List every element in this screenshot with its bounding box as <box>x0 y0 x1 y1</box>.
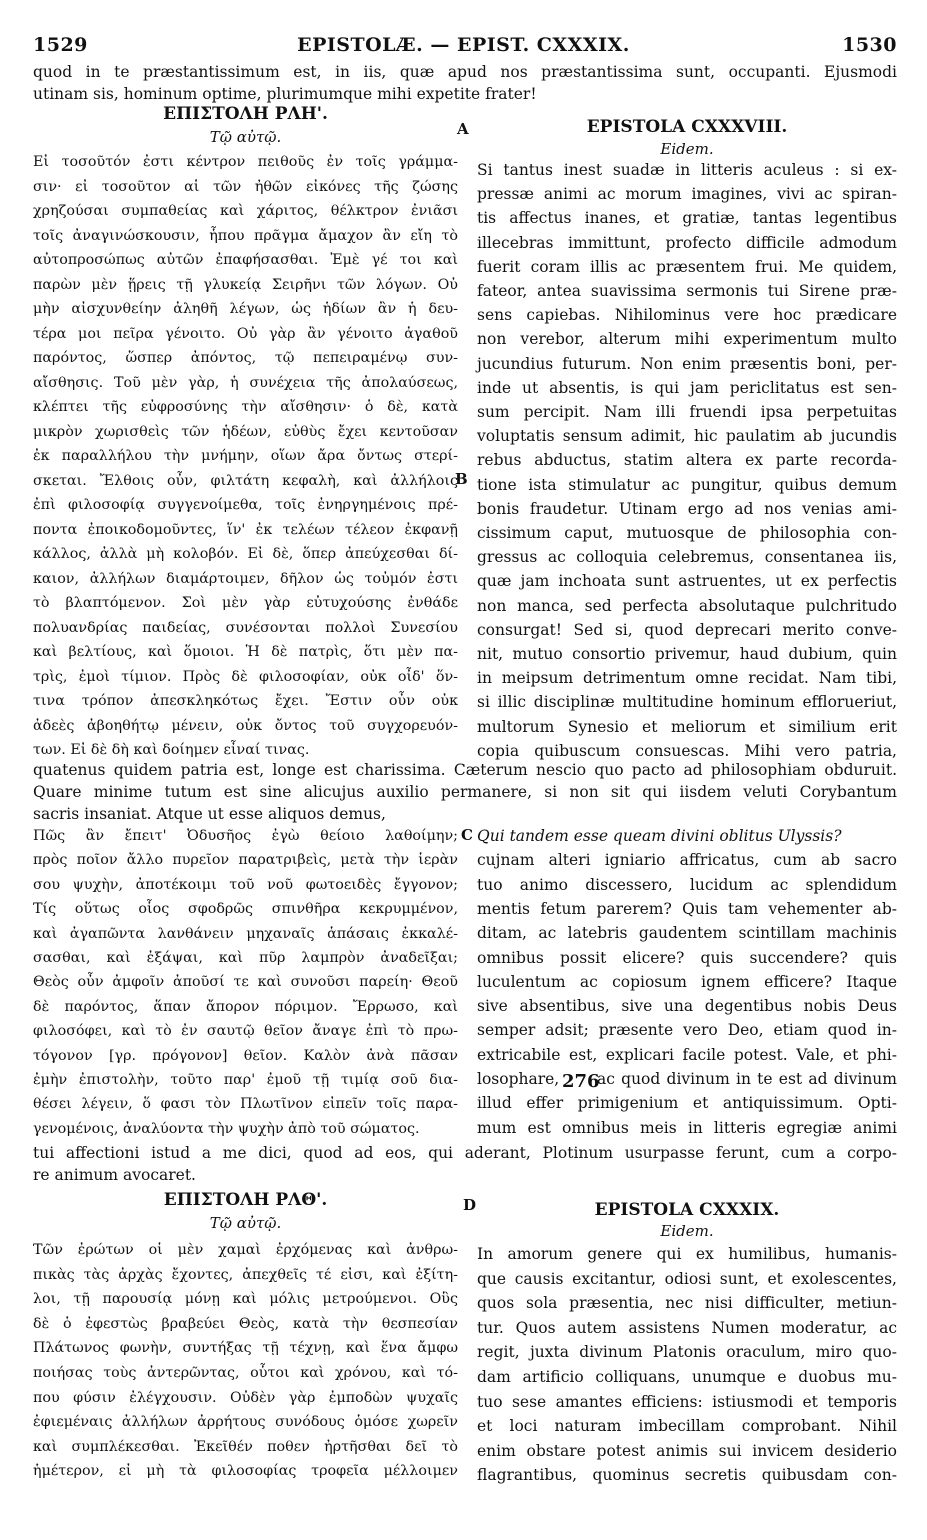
greek-line: κλέπτει τῆς εὐφροσύνης τὴν αἴσθησιν· ὁ δὲ, κατὰ <box>33 399 458 415</box>
greek-line: καιον, ἀλλήλων διαμάρτοιμεν, δῆλον ὡς τοὐμόν ἐστι <box>33 570 458 587</box>
latin-subtitle-139: Eidem. <box>660 1222 714 1240</box>
intro-line: quod in te præstantissimum est, in iis, quæ apud nos præstantissima sunt, occupanti. Ejusmodi <box>33 63 897 81</box>
latin-line: rebus abductus, statim altera ex parte recorda- <box>477 451 897 470</box>
running-title: EPISTOLÆ. — EPIST. CXXXIX. <box>297 34 630 56</box>
latin-line: pressæ animi ac morum imagines, vivi ac spiran- <box>477 185 897 204</box>
greek-line: μὴν αἰσχυνθείην ἀληθῆ λέγων, ὡς ἡδίων ἂν ἡ δευ- <box>33 301 458 317</box>
greek-line: ἐφιεμέναις ἀλλήλων ἀρρήτους συνόδους ὁμόσε χωρεῖν <box>33 1414 458 1431</box>
margin-letter-c: C <box>461 826 473 844</box>
greek-line: ἡμέτερον, εἰ μὴ τὰ φιλοσοφίας τροφεῖα μέλλοιμεν <box>33 1463 458 1480</box>
greek-line: σιν· εἰ τοσοῦτον αἱ τῶν ἠθῶν εἰκόνες τῆς ζώσης <box>33 178 458 195</box>
latin-line: mentis fetum parerem? Quis tam vehementer ab- <box>477 899 897 918</box>
greek-line: ποντα ἐποικοδομοῦντες, ἵν' ἐκ τελέων τέλεον ἐκφανῇ <box>33 521 458 538</box>
greek-subtitle-139: Τῷ αὐτῷ. <box>209 1214 282 1232</box>
latin-line: illecebras immittunt, profecto difficile admodum <box>477 233 897 252</box>
greek-line: αἴσθησις. Τοῦ μὲν γὰρ, ἡ συνέχεια τῆς ἀπολαύσεως, <box>33 374 458 391</box>
full-line: Quare minime tutum est sine alicujus auxilio permanere, si non sit qui iisdem veluti Corybantum <box>33 783 897 801</box>
greek-line: τινα τρόπον ἀπεσκληκότως ἔχει. Ἔστιν οὖν οὐκ <box>33 693 458 709</box>
greek-line: τὸ βλαπτόμενον. Σοὶ μὲν γὰρ εὐτυχούσης ἐνθάδε <box>33 595 458 611</box>
greek-line: ἀδεὲς ἀβοηθήτῳ μένειν, οὐκ ὄντος τοῦ συγχορευόν- <box>33 717 458 734</box>
latin-title-139: EPISTOLA CXXXIX. <box>594 1200 780 1220</box>
greek-line: λοι, τῇ παρουσίᾳ μόνῃ καὶ μόλις μετρούμενοι. Οὓς <box>33 1291 458 1308</box>
greek-line: δὲ παρόντος, ἅπαν ἄπορον πόριμον. Ἔρρωσο, καὶ <box>33 998 458 1015</box>
latin-line: cissimum caput, mutuosque de philosophia con- <box>477 524 897 542</box>
greek-line: γενομένοις, ἀναλύοντα τὴν ψυχὴν ἀπὸ τοῦ σώματος. <box>33 1120 420 1137</box>
latin-line: tione ista stimulatur ac pungitur, quibus demum <box>477 475 897 494</box>
latin-subtitle-138: Eidem. <box>660 140 714 158</box>
greek-line: θέσει λέγειν, ὅ φασι τὸν Πλωτῖνον εἰπεῖν τοῖς παρα- <box>33 1096 458 1113</box>
latin-line: sum percipit. Nam illi fruendi ipsa perpetuitas <box>477 403 897 421</box>
greek-line: Θεὸς οὖν ἀμφοῖν ἀποῦσί τε καὶ συνοῦσι παρείη· Θεοῦ <box>33 974 458 991</box>
left-column-number: 1529 <box>33 34 88 56</box>
full-line: re animum avocaret. <box>33 1166 196 1184</box>
margin-letter-b: B <box>455 470 468 488</box>
latin-line: mum est omnibus meis in litteris egregiæ animi <box>477 1118 897 1137</box>
latin-line: enim obstare potest animis sui invicem desiderio <box>477 1441 897 1460</box>
greek-line: που φύσιν ἐλέγχουσιν. Οὐδὲν γὰρ ἐμποδὼν ψυχαῖς <box>33 1389 458 1406</box>
latin-line: sive absentibus, sive una degentibus nobis Deus <box>477 997 897 1016</box>
greek-line: των. Εἰ δὲ δὴ καὶ δοίημεν εἶναί τινας. <box>33 742 310 758</box>
greek-line: καὶ βελτίους, καὶ ὅμοιοι. Ἡ δὲ πατρὶς, ὅτι μὲν πα- <box>33 644 458 660</box>
greek-line: καὶ συμπλέκεσθαι. Ἐκεῖθέν ποθεν ἠρτῆσθαι δεῖ τὸ <box>33 1438 458 1455</box>
latin-line: si illic disciplinæ multitudine hominum efflorueriut, <box>477 693 897 712</box>
greek-line: αὐτοπροσώπως αὐτῶν ἐπαφήσασθαι. Ἐμὲ γέ τοι καὶ <box>33 252 458 268</box>
latin-line: et loci naturam imbecillam comprobant. Nihil <box>477 1417 897 1436</box>
latin-line: extricabile est, explicari facile potest. Vale, et phi- <box>477 1045 897 1064</box>
greek-subtitle-138: Τῷ αὐτῷ. <box>209 128 282 146</box>
margin-letter-a: A <box>457 120 469 138</box>
latin-line: Qui tandem esse queam divini oblitus Ulyssis? <box>477 827 842 845</box>
latin-line: Si tantus inest suadæ in litteris aculeus : si ex- <box>477 161 897 179</box>
greek-line: κάλλος, ἀλλὰ μὴ κολοβόν. Εἰ δὲ, ὅπερ ἀπεύχεσθαι δί- <box>33 546 458 562</box>
greek-line: ποιήσας τοὺς ἀντερῶντας, οὗτοι καὶ χρόνου, καὶ τό- <box>33 1365 458 1381</box>
latin-line: non manca, sed perfecta absolutaque pulchritudo <box>477 596 897 615</box>
greek-line: σου ψυχὴν, ἀποτέκοιμι τοῦ νοῦ φωτοειδὲς ἔγγονον; <box>33 876 458 893</box>
latin-line: tis affectus inanes, et gratiæ, tantas legentibus <box>477 209 897 228</box>
latin-line: quæ jam inchoata sunt astruentes, ut ex perfectis <box>477 572 897 591</box>
latin-line: multorum Synesio et meliorum et similium erit <box>477 717 897 736</box>
greek-line: χρηζούσαι συμπαθείας καὶ χάριτος, θέλκτρον ἐνιᾶσι <box>33 203 458 219</box>
latin-line: cujnam alteri igniario affricatus, cum ab sacro <box>477 851 897 870</box>
latin-line: copia quibuscum consuescas. Mihi vero patria, <box>477 741 897 760</box>
latin-line: dam artificio colliquans, unumque e duobus mu- <box>477 1368 897 1386</box>
page-number: 276 <box>562 1071 600 1092</box>
latin-line: tur. Quos autem assistens Numen moderatur, ac <box>477 1318 897 1337</box>
latin-line: fuerit coram illis ac præsentem frui. Me quidem, <box>477 257 897 276</box>
greek-line: μικρὸν χωρισθεὶς τῶν ἡδέων, εὐθὺς ἔχει κεντοῦσαν <box>33 423 458 440</box>
latin-line: que causis excitantur, odiosi sunt, et exolescentes, <box>477 1269 897 1288</box>
greek-line: πικὰς τὰς ἀρχὰς ἔχοντες, ἀπεχθεῖς τέ εἰσι, καὶ ἐξίτη- <box>33 1266 458 1283</box>
greek-line: Τῶν ἐρώτων οἱ μὲν χαμαὶ ἐρχόμενας καὶ ἀνθρω- <box>33 1242 458 1258</box>
latin-line: illud effer primigenium et antiquissimum. Opti- <box>477 1094 897 1113</box>
greek-line: τοῖς ἀναγινώσκουσιν, ἧπου πρᾶγμα ἄμαχον ἂν εἴη τὸ <box>33 227 458 244</box>
latin-line: tuo animo discessero, lucidum ac splendidum <box>477 875 897 894</box>
latin-line: fateor, antea suavissima sermonis tui Sirene præ- <box>477 282 897 300</box>
latin-line: nit, mutuo consortio privemur, haud dubium, quin <box>477 645 897 663</box>
greek-line: ἐμὴν ἐπιστολὴν, τοῦτο παρ' ἐμοῦ τῇ τιμίᾳ σοῦ δια- <box>33 1072 458 1088</box>
greek-title-138: ΕΠΙΣΤΟΛΗ ΡΛΗ'. <box>163 104 328 124</box>
latin-line: jucundius futurum. Non enim præsentis boni, per- <box>477 354 897 373</box>
latin-line: flagrantibus, quominus secretis quibusdam con- <box>477 1466 897 1485</box>
greek-line: δὲ ὁ ἐφεστὼς βραβεύει Θεὸς, κατὰ τὴν θεσπεσίαν <box>33 1315 458 1332</box>
right-column-number: 1530 <box>842 34 897 56</box>
full-line: sacris insaniat. Atque ut esse aliquos demus, <box>33 805 386 823</box>
greek-line: παρὼν μὲν ᾕρεις τῇ γλυκείᾳ Σειρῆνι τῶν λόγων. Οὐ <box>33 276 458 293</box>
latin-line: bonis fraudetur. Utinam ergo ad nos venias ami- <box>477 499 897 518</box>
latin-line: gressus ac colloquia celebremus, consentanea iis, <box>477 548 897 567</box>
greek-line: τέρα μοι πεῖρα γένοιτο. Οὐ γὰρ ἂν γένοιτο ἀγαθοῦ <box>33 325 458 342</box>
greek-line: ἐκ παραλλήλου τὴν μνήμην, οἵων ἄρα ὄντως στερί- <box>33 448 458 464</box>
greek-line: Πλάτωνος φωνὴν, συντήξας τῇ τέχνῃ, καὶ ἕνα ἄμφω <box>33 1340 458 1357</box>
full-line: tui affectioni istud a me dici, quod ad eos, qui aderant, Plotinum usurpasse ferunt, cum a corpo- <box>33 1144 897 1162</box>
latin-line: quos sola præsentia, nec nisi difficulter, metiun- <box>477 1294 897 1313</box>
greek-line: Πῶς ἂν ἔπειτ' Ὀδυσῆος ἐγὼ θείοιο λαθοίμην; <box>33 828 458 844</box>
latin-line: luculentum ac copiosum ignem efficere? Itaque <box>477 972 897 991</box>
greek-line: Τίς οὕτως οἷος σφοδρῶς σπινθῆρα κεκρυμμένον, <box>33 901 458 918</box>
greek-line: τρὶς, ἐμοὶ τίμιον. Πρὸς δὲ φιλοσοφίαν, οὐκ οἶδ' ὅν- <box>33 668 458 685</box>
latin-line: ditam, ac latebris gaudentem scintillam machinis <box>477 924 897 943</box>
latin-line: omnibus possit elicere? quis succendere? quis <box>477 948 897 967</box>
latin-line: semper adsit; præsente vero Deo, etiam quod in- <box>477 1021 897 1040</box>
greek-line: Εἰ τοσοῦτόν ἐστι κέντρον πειθοῦς ἐν τοῖς γράμμα- <box>33 154 458 170</box>
latin-line: non verebor, alterum mihi experimentum multo <box>477 330 897 349</box>
full-line: quatenus quidem patria est, longe est charissima. Cæterum nescio quo pacto ad philosophiam obduruit. <box>33 761 897 779</box>
greek-title-139: ΕΠΙΣΤΟΛΗ ΡΛΘ'. <box>163 1190 328 1210</box>
greek-line: τόγονον [γρ. πρόγονον] θεῖον. Καλὸν ἀνὰ πᾶσαν <box>33 1047 458 1064</box>
margin-letter-d: D <box>463 1196 477 1214</box>
latin-line: tuo sese amantes efficiens: istiusmodi et temporis <box>477 1392 897 1411</box>
greek-line: παρόντος, ὥσπερ ἀπόντος, τῷ πεπειραμένῳ συν- <box>33 350 458 366</box>
greek-line: πολυανδρίας παιδείας, συνέσονται πολλοὶ Συνεσίου <box>33 619 458 636</box>
latin-line: sens capiebas. Nihilominus vere hoc prædicare <box>477 306 897 325</box>
latin-line: In amorum genere qui ex humilibus, humanis- <box>477 1245 897 1263</box>
latin-line: regit, juxta divinum Platonis oraculum, miro quo- <box>477 1343 897 1362</box>
latin-line: voluptatis sensum adimit, hic paulatim ab jucundis <box>477 427 897 446</box>
intro-line: utinam sis, hominum optime, plurimumque mihi expetite frater! <box>33 85 537 103</box>
greek-line: πρὸς ποῖον ἄλλο πυρεῖον παρατριβεὶς, μετὰ τὴν ἱερὰν <box>33 852 458 869</box>
greek-line: φιλοσόφει, καὶ τὸ ἐν σαυτῷ θεῖον ἄναγε ἐπὶ τὸ πρω- <box>33 1023 458 1040</box>
greek-line: σασθαι, καὶ ἐξάψαι, καὶ πῦρ λαμπρὸν ἀναδεῖξαι; <box>33 950 458 966</box>
latin-line: inde ut absentis, is qui jam periclitatus est sen- <box>477 378 897 397</box>
latin-line: losophare, <box>477 1070 560 1088</box>
latin-title-138: EPISTOLA CXXXVIII. <box>586 117 788 137</box>
greek-line: καὶ ἀγαπῶντα λανθάνειν μηχαναῖς ἁπάσαις ἐκκαλέ- <box>33 925 458 942</box>
latin-line: ac quod divinum in te est ad divinum <box>597 1070 897 1088</box>
greek-line: ἐπὶ φιλοσοφίᾳ συγγενοίμεθα, τοῖς ἐνηργημένοις πρέ- <box>33 497 458 513</box>
latin-line: consurgat! Sed si, quod deprecari merito conve- <box>477 620 897 639</box>
greek-line: σκεται. Ἔλθοις οὖν, φιλτάτη κεφαλὴ, καὶ ἀλλήλοις <box>33 472 458 489</box>
latin-line: in meipsum detrimentum omne recidat. Nam tibi, <box>477 669 897 688</box>
